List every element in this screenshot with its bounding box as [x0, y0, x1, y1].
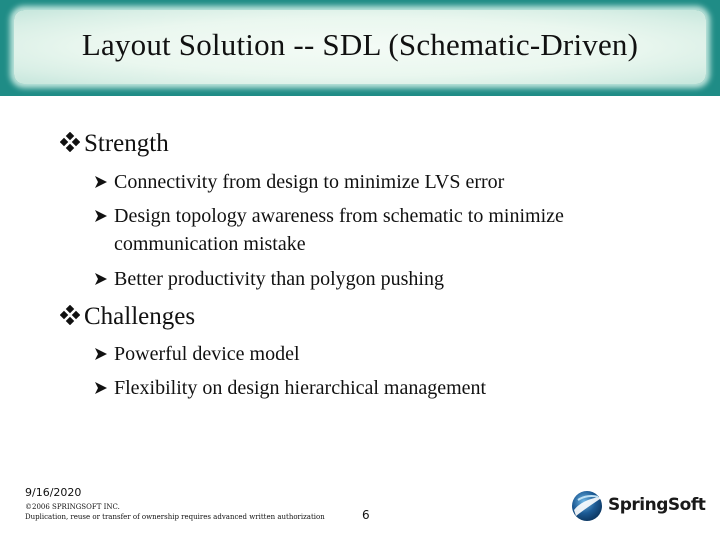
footer-copyright	[25, 502, 325, 522]
arrow-bullet-icon	[94, 347, 108, 361]
section-heading-label: Strength	[84, 130, 169, 157]
section-heading-label: Challenges	[84, 303, 196, 330]
list-item-text: Design topology awareness from schematic to minimize	[114, 205, 564, 227]
list-item-text: Flexibility on design hierarchical management	[114, 377, 487, 399]
list-item-continuation: communication mistake	[114, 233, 306, 255]
copyright-notice: Duplication, reuse or transfer of ownership requires advanced written authorization	[25, 513, 325, 521]
section-heading-strength	[60, 130, 169, 158]
slide-title: Layout Solution -- SDL (Schematic-Driven)	[81, 27, 639, 62]
list-item-text: Connectivity from design to minimize LVS error	[114, 171, 505, 193]
list-item-text: Better productivity than polygon pushing	[114, 268, 444, 290]
list-item-text: Powerful device model	[114, 343, 300, 365]
list-item	[94, 203, 564, 229]
list-item	[94, 341, 300, 367]
springsoft-logo	[568, 486, 708, 526]
list-item	[94, 169, 504, 195]
copyright-line: ©2006 SPRINGSOFT INC.	[25, 503, 120, 511]
arrow-bullet-icon	[94, 272, 108, 286]
list-item	[94, 375, 486, 401]
list-item	[94, 266, 444, 292]
diamond-bullet-icon	[60, 305, 80, 325]
section-heading-challenges	[60, 303, 195, 331]
diamond-bullet-icon	[60, 132, 80, 152]
arrow-bullet-icon	[94, 381, 108, 395]
logo-text: SpringSoft	[608, 495, 706, 515]
arrow-bullet-icon	[94, 175, 108, 189]
page-number: 6	[362, 508, 370, 522]
globe-logo-icon	[568, 486, 608, 526]
footer-date: 9/16/2020	[25, 486, 82, 499]
arrow-bullet-icon	[94, 209, 108, 223]
